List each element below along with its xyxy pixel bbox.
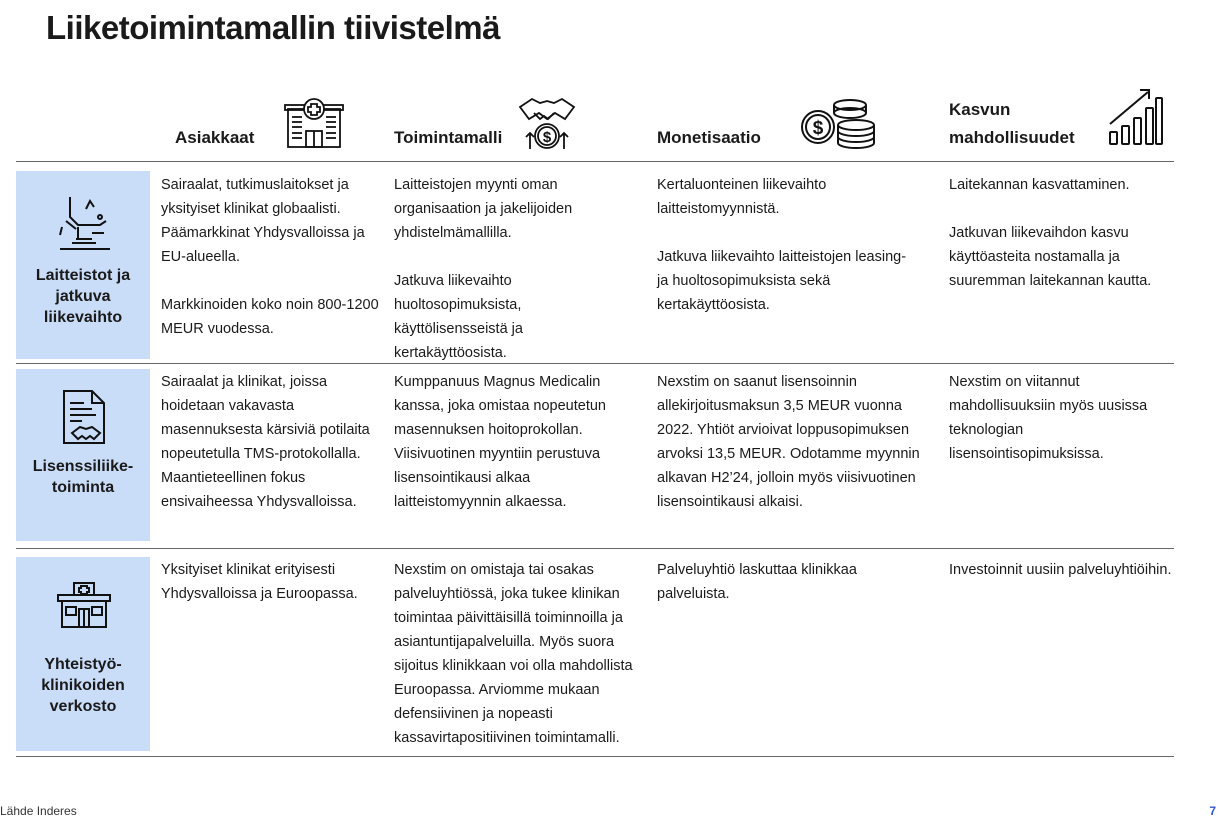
page-number: 7 bbox=[1209, 804, 1216, 818]
row-divider bbox=[16, 363, 1174, 364]
cell-paragraph: Laitteistojen myynti oman organisaation ja jakelijoiden yhdistelmämallilla. bbox=[394, 177, 573, 241]
cell-model bbox=[394, 558, 644, 750]
cell-paragraph: Jatkuvan liikevaihdon kasvu käyttöasteita nostamalla ja suuremman laitekannan kautta. bbox=[949, 225, 1152, 289]
row-label-clinic-network bbox=[16, 557, 150, 751]
source-note: Lähde Inderes bbox=[0, 804, 77, 818]
svg-text:$: $ bbox=[542, 129, 552, 146]
cell-paragraph: Sairaalat, tutkimuslaitokset ja yksityiset klinikat globaalisti. Päämarkkinat Yhdysvalloissa ja EU-alueella. bbox=[161, 177, 365, 265]
contract-handshake-icon bbox=[60, 389, 110, 447]
row-label-text: liikevaihto bbox=[43, 309, 123, 326]
clinic-building-icon bbox=[56, 581, 112, 629]
table-bottom-divider bbox=[16, 756, 1174, 757]
row-label-licensing bbox=[16, 369, 150, 541]
row-label-text: jatkuva bbox=[55, 288, 111, 305]
cell-growth bbox=[949, 370, 1173, 466]
header-customers: Asiakkaat bbox=[175, 128, 255, 147]
cell-paragraph: Nexstim on saanut lisensoinnin allekirjoitusmaksun 3,5 MEUR vuonna 2022. Yhtiöt arvioivat loppusopimuksen arvoksi 13,5 MEUR. Odotamme myynnin alkavan H2’24, jolloin myös viisivuotinen lisensointikausi alkaisi. bbox=[657, 374, 920, 510]
cell-customers bbox=[161, 558, 381, 606]
header-growth-line2: mahdollisuudet bbox=[949, 128, 1075, 147]
cell-model bbox=[394, 173, 594, 365]
cell-monetization bbox=[657, 370, 923, 514]
cell-paragraph: Jatkuva liikevaihto laitteistojen leasing- ja huoltosopimuksista sekä kertakäyttöosista. bbox=[657, 249, 907, 313]
cell-paragraph: Palveluyhtiö laskuttaa klinikkaa palveluista. bbox=[657, 562, 857, 602]
row-label-text: Lisenssiliike- bbox=[32, 458, 134, 475]
page-title: Liiketoimintamallin tiivistelmä bbox=[46, 9, 500, 46]
cell-growth bbox=[949, 558, 1173, 582]
growth-chart-icon bbox=[1108, 86, 1164, 146]
svg-text:$: $ bbox=[812, 118, 824, 139]
cell-monetization bbox=[657, 173, 917, 317]
cell-paragraph: Investoinnit uusiin palveluyhtiöihin. bbox=[949, 562, 1172, 578]
cell-model bbox=[394, 370, 626, 514]
header-growth-line1: Kasvun bbox=[949, 100, 1011, 119]
header-divider bbox=[16, 161, 1174, 162]
cell-paragraph: Laitekannan kasvattaminen. bbox=[949, 177, 1130, 193]
header-monetization: Monetisaatio bbox=[657, 128, 761, 147]
header-model: Toimintamalli bbox=[394, 128, 503, 147]
cell-growth bbox=[949, 173, 1173, 293]
cell-paragraph: Yksityiset klinikat erityisesti Yhdysvalloissa ja Euroopassa. bbox=[161, 562, 358, 602]
cell-paragraph: Nexstim on viitannut mahdollisuuksiin myös uusissa teknologian lisensointisopimuksissa. bbox=[949, 374, 1148, 462]
row-label-hardware bbox=[16, 171, 150, 359]
row-label-text: klinikoiden bbox=[41, 677, 125, 694]
treatment-chair-icon bbox=[56, 193, 112, 251]
cell-customers bbox=[161, 370, 376, 514]
cell-paragraph: Sairaalat ja klinikat, joissa hoidetaan vakavasta masennuksesta kärsiviä potilaita nopeutetulla TMS-protokollalla. Maantieteellinen fokus ensivaiheessa Yhdysvalloissa. bbox=[161, 374, 370, 510]
cell-paragraph: Kumppanuus Magnus Medicalin kanssa, joka omistaa nopeutetun masennuksen hoitoprokollan. Viisivuotinen myyntiin perustuva lisensointikausi alkaa laitteistomyynnin alkaessa. bbox=[394, 374, 606, 510]
cell-paragraph: Markkinoiden koko noin 800-1200 MEUR vuodessa. bbox=[161, 297, 379, 337]
row-label-text: verkosto bbox=[49, 698, 117, 715]
cell-paragraph: Nexstim on omistaja tai osakas palveluyhtiössä, joka tukee klinikan toimintaa päivittäisillä toiminnoilla ja asiantuntijapalveluilla. Myös suora sijoitus klinikkaan voi olla mahdollista Euroopassa. Arviomme mukaan defensiivinen ja nopeasti kassavirtapositiivinen toimintamalli. bbox=[394, 562, 633, 746]
hospital-icon bbox=[284, 95, 344, 149]
row-label-text: Laitteistot ja bbox=[35, 267, 131, 284]
row-divider bbox=[16, 548, 1174, 549]
cell-monetization bbox=[657, 558, 897, 606]
cell-paragraph: Jatkuva liikevaihto huoltosopimuksista, käyttölisensseistä ja kertakäyttöosista. bbox=[394, 273, 523, 361]
cell-customers bbox=[161, 173, 379, 341]
row-label-text: toiminta bbox=[51, 479, 115, 496]
row-label-text: Yhteistyö- bbox=[44, 656, 122, 673]
handshake-money-icon bbox=[516, 95, 578, 153]
coins-icon bbox=[800, 97, 878, 151]
cell-paragraph: Kertaluonteinen liikevaihto laitteistomyynnistä. bbox=[657, 177, 827, 217]
